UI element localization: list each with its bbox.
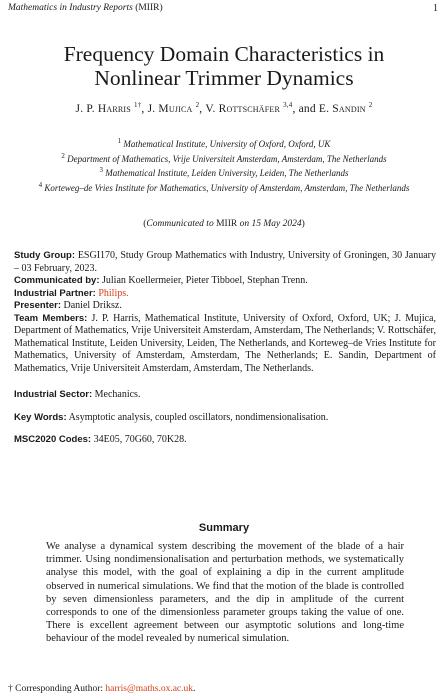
author-harris: J. P. Harris <box>75 102 131 115</box>
study-group: Study Group: ESGI170, Study Group Mathematics with Industry, University of Groningen, 30 January – 03 February, 2023. <box>14 250 436 274</box>
email-link[interactable]: harris@maths.ox.ac.uk <box>105 684 194 694</box>
author-sandin: E. Sandin <box>318 102 366 115</box>
author-rottschafer-affil: 3,4 <box>283 101 293 109</box>
industrial-sector: Industrial Sector: Mechanics. <box>14 389 141 400</box>
journal-abbrev: (MIIR) <box>135 3 163 13</box>
title-line-1: Frequency Domain Characteristics in <box>63 42 385 66</box>
front-matter-info <box>14 250 436 447</box>
title-line-2: Nonlinear Trimmer Dynamics <box>94 66 354 90</box>
page-number: 1 <box>433 3 438 14</box>
affiliation-2: $^2$ Department of Mathematics, Vrije Universiteit Amsterdam, Amsterdam, The Netherlands <box>61 151 387 164</box>
corresponding-author-footnote: † Corresponding Author: harris@maths.ox.ac.uk. <box>8 684 196 694</box>
journal-name: Mathematics in Industry Reports <box>8 3 133 13</box>
author-harris-affil: 1† <box>134 101 142 109</box>
industrial-partner: Industrial Partner: Philips. <box>14 287 129 299</box>
affiliation-1: $^1$ Mathematical Institute, University of Oxford, Oxford, UK <box>117 137 331 149</box>
partner-link[interactable]: Philips. <box>98 287 129 299</box>
summary-heading: Summary <box>198 522 250 534</box>
author-mujica-affil: 2 <box>195 101 200 109</box>
affiliation-3: $^3$ Mathematical Institute, Leiden University, Leiden, The Netherlands <box>99 166 349 178</box>
team-members: Team Members: J. P. Harris, Mathematical Institute, University of Oxford, Oxford, UK; J. Mujica, Department of Mathematics, Vrije Universiteit Amsterdam, Amsterdam, The Netherlands; V. Rottschäfer, Mathematical Institute, Leiden University, Leiden, The Netherlands, and Korteweg–de Vries Institute for Mathematics, University of Amsterdam, Amsterdam, The Netherlands; E. Sandin, Department of Mathematics, Vrije Universiteit Amsterdam, Amsterdam, The Netherlands. <box>14 312 436 374</box>
author-and: and <box>298 102 316 115</box>
affiliation-4: $^4$ Korteweg–de Vries Institute for Mathematics, University of Amsterdam, Amsterdam, The Netherlands <box>38 180 410 193</box>
affiliations <box>18 136 430 194</box>
author-mujica: J. Mujica <box>147 102 193 115</box>
key-words: Key Words: Asymptotic analysis, coupled oscillators, nondimensionalisation. <box>14 411 329 423</box>
running-head <box>8 3 163 13</box>
author-list: J. P. Harris $^{1\dagger}$, J. Mujica $^2$, V. Rottschäfer $^{3,4}$, and E. Sandin $^2$ <box>75 101 373 115</box>
author-sandin-affil: 2 <box>368 101 373 109</box>
summary-text: We analyse a dynamical system describing the movement of the blade of a hair trimmer. Using nondimensionalisation and perturbation methods, we systematically analyse this model, with the goal of explaining a dip in the current amplitude observed in numerical simulations. We find that the motion of the blade is controlled by seven dimensionless parameters, and the dip in amplitude of the current corresponds to one of the dimensionless parameter groups taking the value of one. There is excellent agreement between our asymptotic solutions and long-time behaviour of the model revealed by numerical simulation. <box>46 541 404 645</box>
communicated-by: Communicated by: Julian Koellermeier, Pieter Tibboel, Stephan Trenn. <box>14 275 308 286</box>
msc-codes: MSC2020 Codes: 34E05, 70G60, 70K28. <box>14 434 187 445</box>
communication-note: (Communicated to MIIR on 15 May 2024) <box>143 219 305 229</box>
author-rottschafer: V. Rottschäfer <box>205 102 281 115</box>
presenter: Presenter: Daniel Driksz. <box>14 300 122 311</box>
paper-title <box>0 42 448 90</box>
